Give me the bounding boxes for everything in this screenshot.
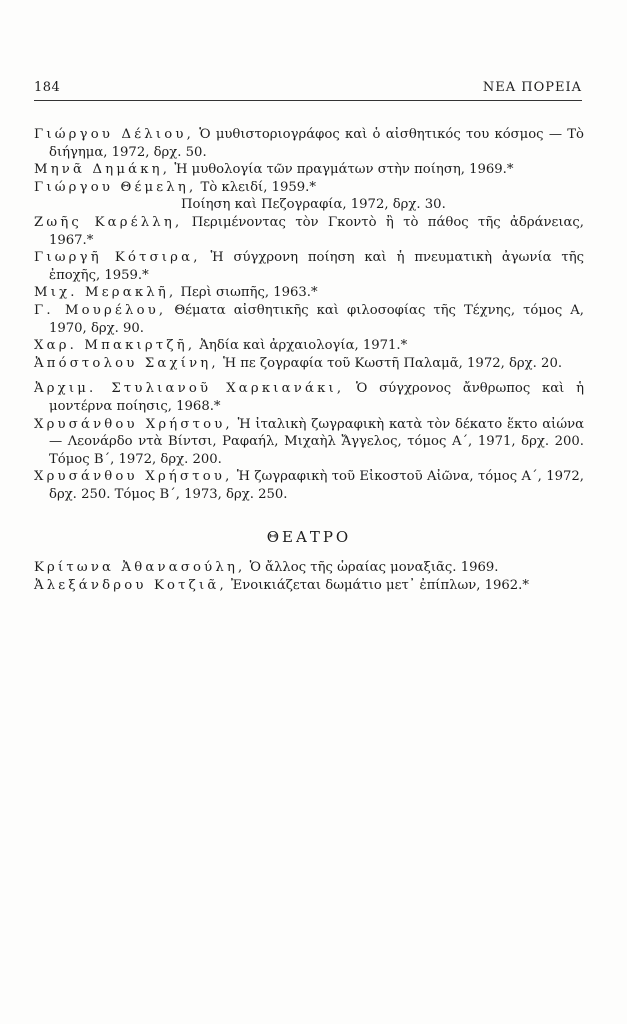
- entry-title: Ἡ ζωγραφικὴ τοῦ Εἰκοστοῦ Αἰῶνα, τόμος Α΄, 1972, δρχ. 250. Τόμος Β΄, 1973, δρχ. 250.: [49, 469, 584, 502]
- spacer: [34, 372, 584, 380]
- entry-title: Ἡ πε ζογραφία τοῦ Κωστῆ Παλαμᾶ, 1972, δρχ. 20.: [218, 355, 563, 371]
- entry-author: Ἀρχιμ. Στυλιανοῦ Χαρκιανάκι,: [34, 381, 345, 397]
- list-item: [34, 577, 584, 595]
- entry-author: Κρίτωνα Ἀθανασούλη,: [34, 560, 246, 576]
- entry-author: Γιώργου Δέλιου,: [34, 127, 194, 142]
- entry-author: Γιωργῆ Κότσιρα,: [34, 250, 201, 266]
- list-item: [34, 126, 584, 161]
- entry-author: Γ. Μουρέλου,: [34, 302, 167, 318]
- list-item: [34, 380, 584, 415]
- list-item: [34, 249, 584, 284]
- entry-author: Χρυσάνθου Χρήστου,: [34, 416, 233, 432]
- entry-title: Ὁ σύγχρονος ἄνθρωπος καὶ ἡ μοντέρνα ποίησις, 1968.*: [49, 381, 584, 414]
- entry-author: Ζωῆς Καρέλλη,: [34, 214, 183, 230]
- entry-title: Ἡ μυθολογία τῶν πραγμάτων στὴν ποίηση, 1969.*: [170, 162, 514, 178]
- entry-title: Ἡ σύγχρονη ποίηση καὶ ἡ πνευματικὴ ἀγωνία τῆς ἐποχῆς, 1959.*: [49, 250, 584, 283]
- entry-author: Μιχ. Μερακλῆ,: [34, 285, 177, 301]
- entry-author: Γιώργου Θέμελη,: [34, 179, 197, 195]
- bibliography-list: [34, 126, 584, 594]
- list-item: [34, 214, 584, 249]
- list-item-continuation: [34, 196, 584, 214]
- entry-author: Μηνᾶ Δημάκη,: [34, 162, 171, 178]
- list-item: [34, 355, 584, 373]
- list-item: [34, 302, 584, 337]
- list-item: [34, 161, 584, 179]
- entry-title: Ἡ ἰταλικὴ ζωγραφικὴ κατὰ τὸν δέκατο ἕκτο αἰώνα — Λεονάρδο ντὰ Βίντσι, Ραφαήλ, Μιχαὴλ Ἄγγελος, τόμος Α΄, 1971, δρχ. 200. Τόμος Β΄, 1972, δρχ. 200.: [49, 416, 584, 467]
- entry-author: Ἀπόστολου Σαχίνη,: [34, 355, 219, 371]
- entry-author: Χρυσάνθου Χρήστου,: [34, 469, 233, 485]
- entry-author: Χαρ. Μπακιρτζῆ,: [34, 338, 196, 354]
- entry-title: Περὶ σιωπῆς, 1963.*: [176, 285, 318, 301]
- list-item: [34, 179, 584, 197]
- entry-title: Περιμένοντας τὸν Γκοντὸ ἢ τὸ πάθος τῆς ἀδράνειας, 1967.*: [49, 214, 584, 248]
- entry-title: Τὸ κλειδί, 1959.*: [196, 179, 316, 195]
- page-number: 184: [34, 80, 61, 95]
- list-item: [34, 559, 584, 577]
- section-title-theatre: ΘΕΑΤΡΟ: [266, 528, 352, 547]
- entry-title: Ἐνοικιάζεται δωμάτιο μετ᾽ ἐπίπλων, 1962.*: [226, 577, 529, 593]
- entry-title: Ποίηση καὶ Πεζογραφία, 1972, δρχ. 30.: [181, 197, 446, 213]
- list-item: [34, 284, 584, 302]
- entry-title: Θέματα αἰσθητικῆς καὶ φιλοσοφίας τῆς Τέχνης, τόμος Α, 1970, δρχ. 90.: [49, 302, 584, 336]
- entry-author: Ἀλεξάνδρου Κοτζιᾶ,: [34, 577, 227, 593]
- entry-title: Ἀηδία καὶ ἀρχαιολογία, 1971.*: [195, 338, 408, 354]
- running-head: ΝΕΑ ΠΟΡΕΙΑ: [482, 80, 582, 95]
- list-item: [34, 416, 584, 469]
- list-item: [34, 337, 584, 355]
- entry-title: Ὁ μυθιστοριογράφος καὶ ὁ αἰσθητικός του κόσμος — Τὸ διήγημα, 1972, δρχ. 50.: [49, 127, 584, 160]
- list-item: [34, 468, 584, 503]
- page-header: [34, 80, 582, 101]
- entry-title: Ὁ ἄλλος τῆς ὡραίας μοναξιᾶς. 1969.: [245, 560, 499, 576]
